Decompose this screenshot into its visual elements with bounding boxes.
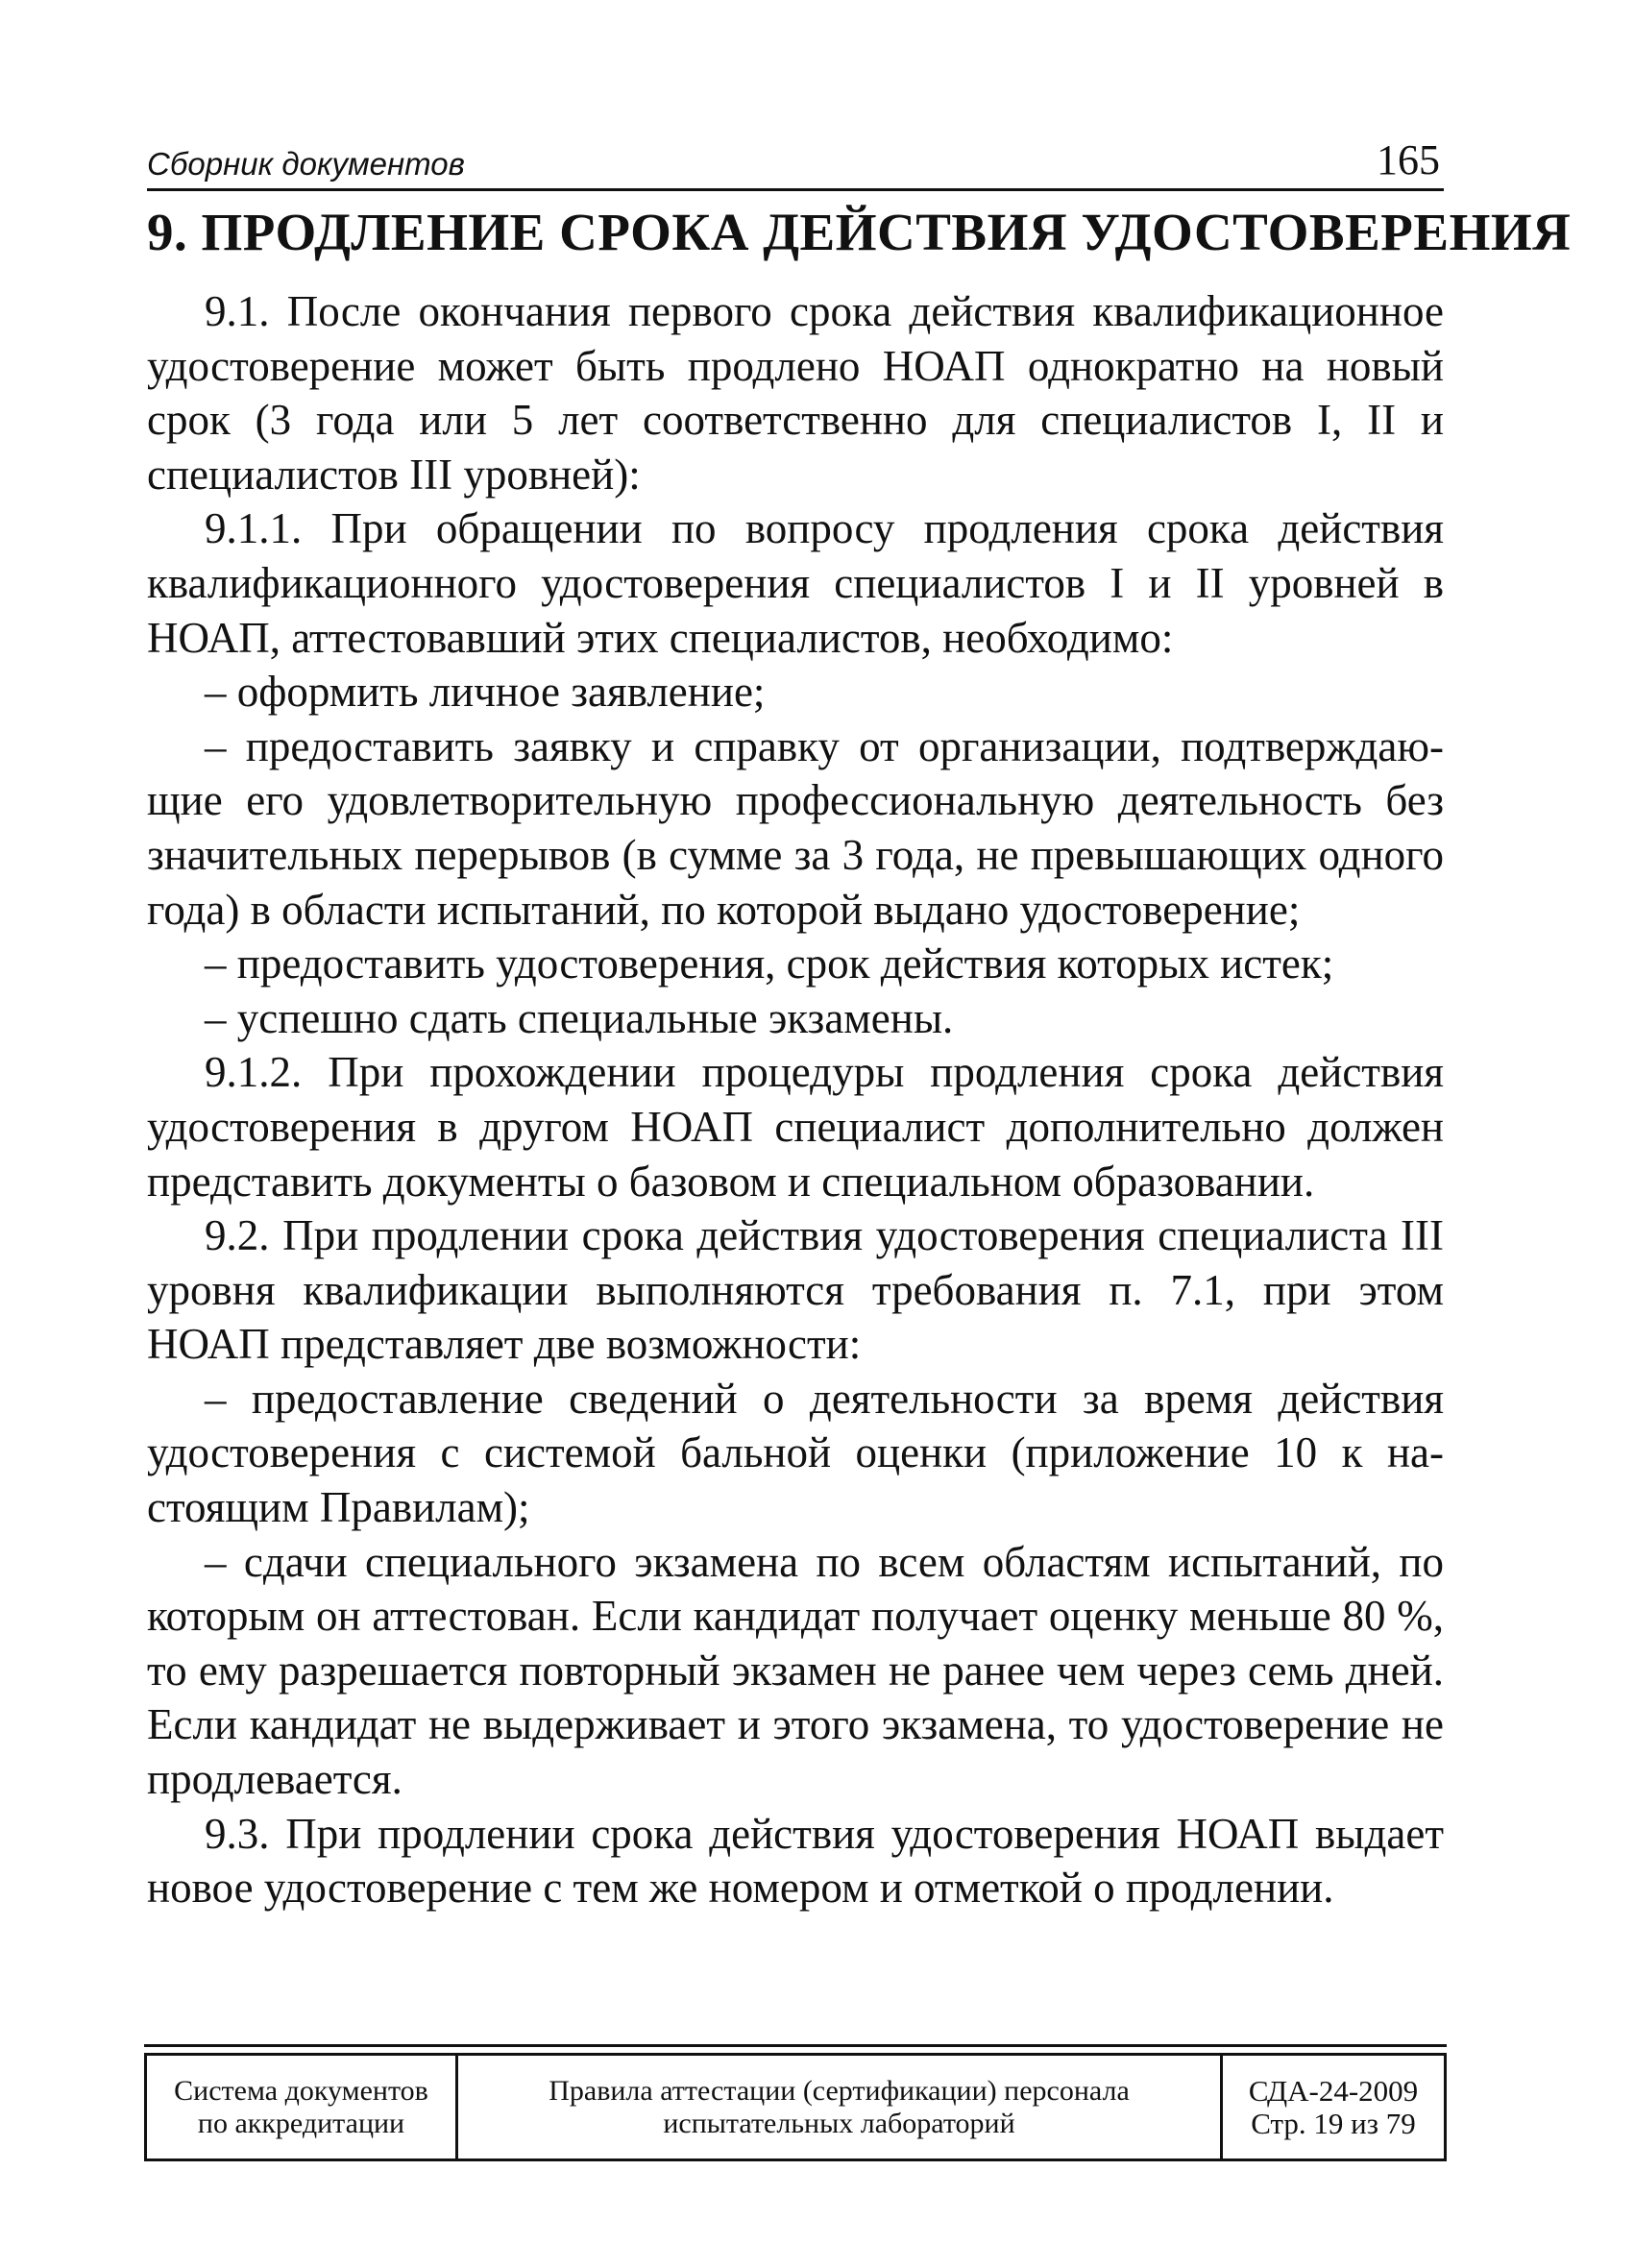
list-item-certificates: – предоставить удостоверения, срок действия которых истек; <box>205 939 1334 988</box>
footer-cell-rules <box>455 2056 1220 2158</box>
paragraph-9-1-1: 9.1.1. При обращении по вопросу продления срока действия квалификационного удостоверения специалистов I и II уровней в НОАП, аттестовавший этих специалистов, необходимо: <box>147 504 1444 662</box>
paragraph-9-2: 9.2. При продлении срока действия удостоверения специалиста III уровня квалификации выполняются требования п. 7.1, при этом НОАП представляет две возможности: <box>147 1211 1444 1369</box>
footer-rules-line1: Правила аттестации (сертификации) персонала <box>549 2074 1130 2107</box>
body-text <box>147 284 1444 1915</box>
footer-cell-system <box>147 2056 455 2158</box>
footer-divider <box>144 2044 1447 2047</box>
list-item-exams: – успешно сдать специальные экзамены. <box>205 993 954 1042</box>
footer-page-info: Стр. 19 из 79 <box>1251 2106 1416 2140</box>
list-item-application: – оформить личное заявление; <box>205 668 766 717</box>
footer-table <box>144 2053 1447 2161</box>
footer-cell-doc <box>1220 2056 1444 2158</box>
footer-doc-code: СДА-24-2009 <box>1248 2073 1419 2108</box>
footer-system-line1: Система документов <box>174 2074 428 2107</box>
section-title: 9. ПРОДЛЕНИЕ СРОКА ДЕЙСТВИЯ УДОСТОВЕРЕНИЯ <box>147 203 1572 261</box>
list-item-request: – предоставить заявку и справку от организации, подтверждающие его удовлетворительную профессиональную деятельность без значительных перерывов (в сумме за 3 года, не превышающих одного года) в области испытаний, по которой выдано удостоверение; <box>147 721 1444 934</box>
footer-system-line2: по аккредитации <box>197 2107 405 2139</box>
list-item-activity-info: – предоставление сведений о деятельности за время действия удостоверения с системой бальной оценки (приложение 10 к настоящим Правилам); <box>147 1374 1444 1532</box>
page-number: 165 <box>1377 136 1440 183</box>
running-header <box>147 134 1444 191</box>
paragraph-9-1: 9.1. После окончания первого срока действия квалификационное удостоверение может быть продлено НОАП однократно на новый срок (3 года или 5 лет соответственно для специалистов I, II и специалистов III уровней): <box>147 287 1444 499</box>
footer-rules-line2: испытательных лабораторий <box>663 2107 1015 2139</box>
collection-title: Сборник документов <box>147 146 465 182</box>
paragraph-9-1-2: 9.1.2. При прохождении процедуры продления срока действия удостоверения в другом НОАП специалист дополнительно должен представить документы о базовом и специальном образовании. <box>147 1048 1444 1206</box>
list-item-special-exam: – сдачи специального экзамена по всем областям испытаний, по которым он аттестован. Если кандидат получает оценку меньше 80 %, то ему разрешается повторный экзамен не ранее чем через семь дней. Если кандидат не выдерживает и этого экзамена, то удостоверение не продлевается. <box>147 1537 1444 1804</box>
paragraph-9-3: 9.3. При продлении срока действия удостоверения НОАП выдает новое удостоверение с тем же номером и отметкой о продлении. <box>147 1809 1444 1913</box>
